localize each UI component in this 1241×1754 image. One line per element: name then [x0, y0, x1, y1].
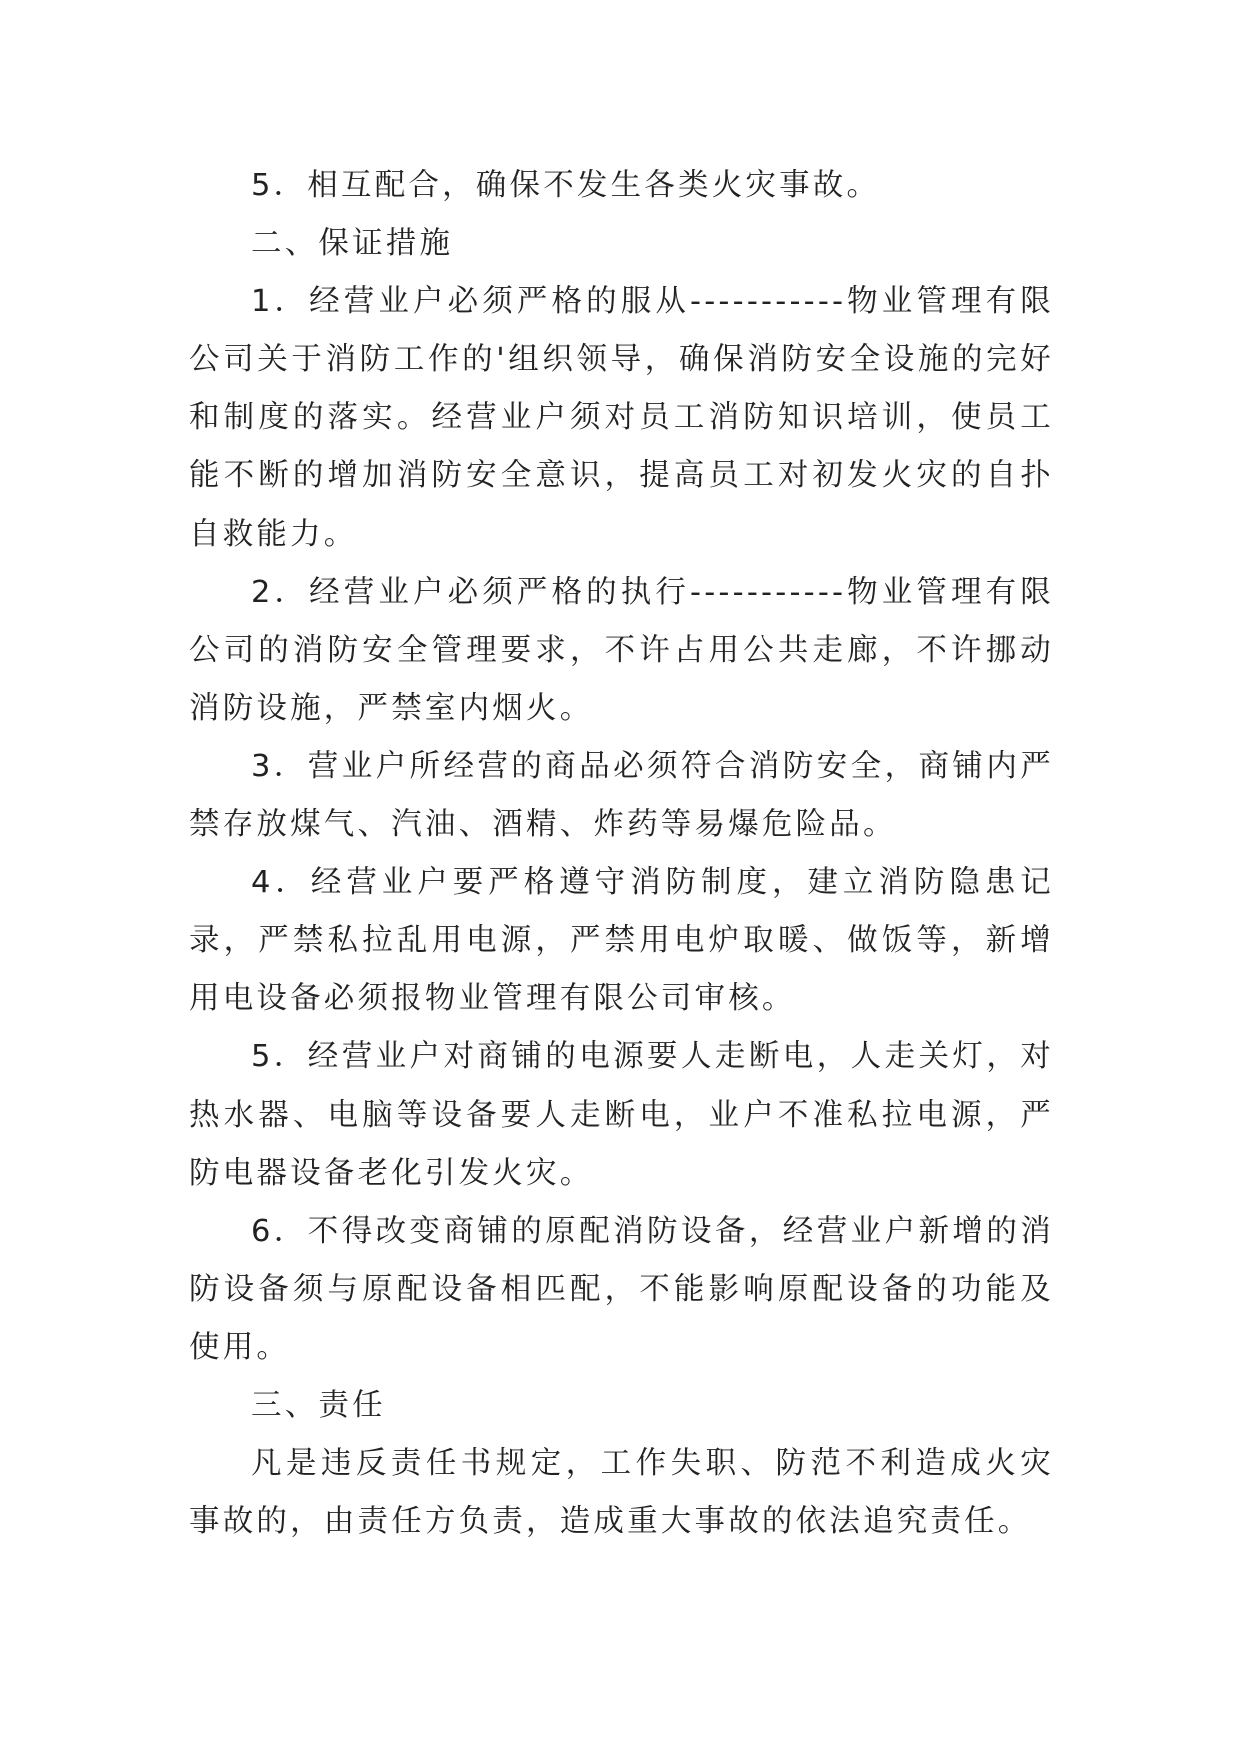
paragraph-measure-6: 6．不得改变商铺的原配消防设备，经营业户新增的消防设备须与原配设备相匹配，不能影响原配设备的功能及使用。 [189, 1213, 1054, 1365]
paragraph-measure-4: 4．经营业户要严格遵守消防制度，建立消防隐患记录，严禁私拉乱用电源，严禁用电炉取暖、做饭等，新增用电设备必须报物业管理有限公司审核。 [189, 865, 1054, 1017]
paragraph-measure-3: 3．营业户所经营的商品必须符合消防安全，商铺内严禁存放煤气、汽油、酒精、炸药等易爆危险品。 [189, 748, 1054, 843]
paragraph-responsibility: 凡是违反责任书规定，工作失职、防范不利造成火灾事故的，由责任方负责，造成重大事故的依法追究责任。 [189, 1446, 1054, 1540]
document-body [189, 157, 1054, 1551]
section-heading-responsibility: 三、责任 [251, 1387, 386, 1423]
section-heading-guarantee-measures: 二、保证措施 [251, 226, 454, 262]
paragraph-measure-5: 5．经营业户对商铺的电源要人走断电，人走关灯，对热水器、电脑等设备要人走断电，业户不准私拉电源，严防电器设备老化引发火灾。 [189, 1039, 1054, 1191]
paragraph-mutual-cooperation: 5．相互配合，确保不发生各类火灾事故。 [251, 168, 881, 203]
paragraph-measure-2: 2．经营业户必须严格的执行-----------物业管理有限公司的消防安全管理要求，不许占用公共走廊，不许挪动消防设施，严禁室内烟火。 [189, 574, 1054, 726]
paragraph-measure-1: 1．经营业户必须严格的服从-----------物业管理有限公司关于消防工作的'组织领导，确保消防安全设施的完好和制度的落实。经营业户须对员工消防知识培训，使员工能不断的增加消防安全意识，提高员工对初发火灾的自扑自救能力。 [189, 284, 1054, 552]
